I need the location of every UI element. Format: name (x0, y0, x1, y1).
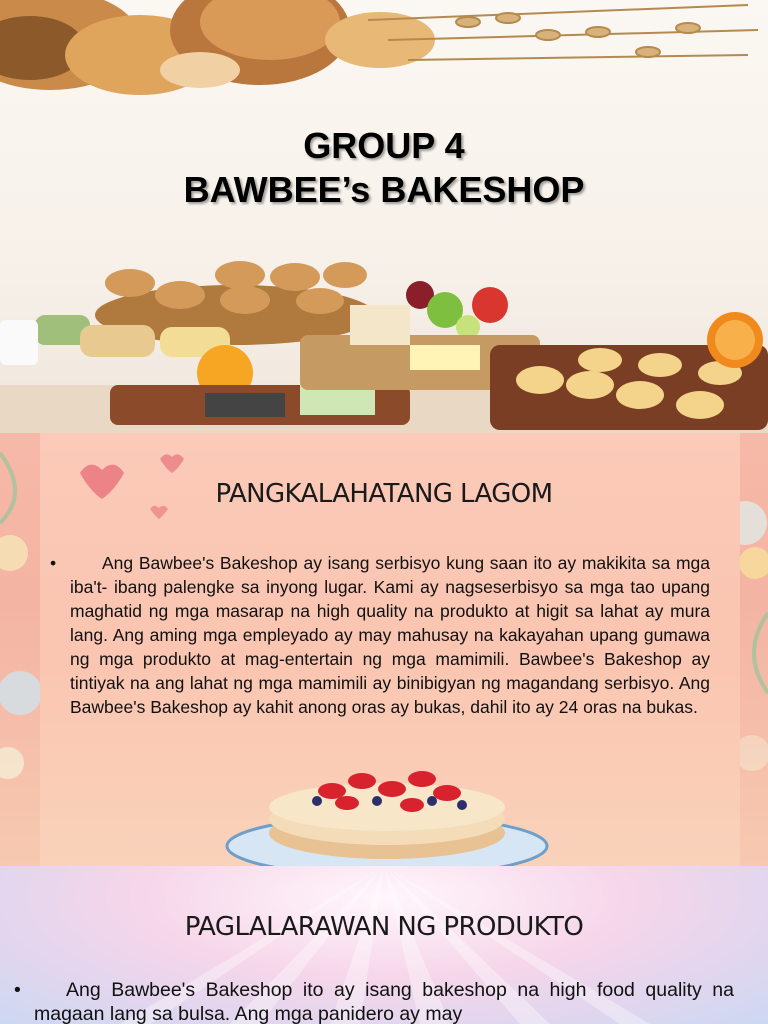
page-title (0, 124, 768, 212)
product-heading: PAGLALARAWAN NG PRODUKTO (184, 912, 584, 942)
bullet-marker: • (50, 553, 57, 573)
pancake-stack-image (222, 771, 552, 866)
bullet-marker: • (14, 979, 21, 1001)
pastry-spread-image (0, 255, 768, 433)
product-text: Ang Bawbee's Bakeshop ito ay isang bakeshop na high food quality na magaan lang sa bulsa. Ang mga panidero ay may (34, 979, 734, 1024)
product-paragraph (14, 978, 734, 1024)
summary-paragraph (50, 551, 710, 719)
summary-heading: PANGKALAHATANG LAGOM (215, 479, 553, 509)
wheat-stalks-image (348, 0, 768, 90)
title-bakeshop: BAWBEE’s BAKESHOP (183, 169, 585, 210)
product-description-slide (0, 866, 768, 1024)
title-group: GROUP 4 (303, 125, 465, 166)
summary-text: Ang Bawbee's Bakeshop ay isang serbisyo kung saan ito ay makikita sa mga iba't- ibang palengke sa inyong lugar. Kami ay nagseserbisyo sa mga tao upang maghatid ng mga masarap na high quality na produkto at higit sa lahat ay mura lang. Ang aming mga empleyado ay may mahusay na kakayahan upang gumawa ng mga produkto at mag-entertain ng mga mamimili. Bawbee's Bakeshop ay tintiyak na ang lahat ng mga mamimili ay binibigyan ng magandang serbisyo. Ang Bawbee's Bakeshop ay kahit anong oras ay bukas, dahil ito ay 24 oras na bukas. (70, 553, 710, 717)
summary-slide (0, 433, 768, 866)
title-slide (0, 0, 768, 433)
